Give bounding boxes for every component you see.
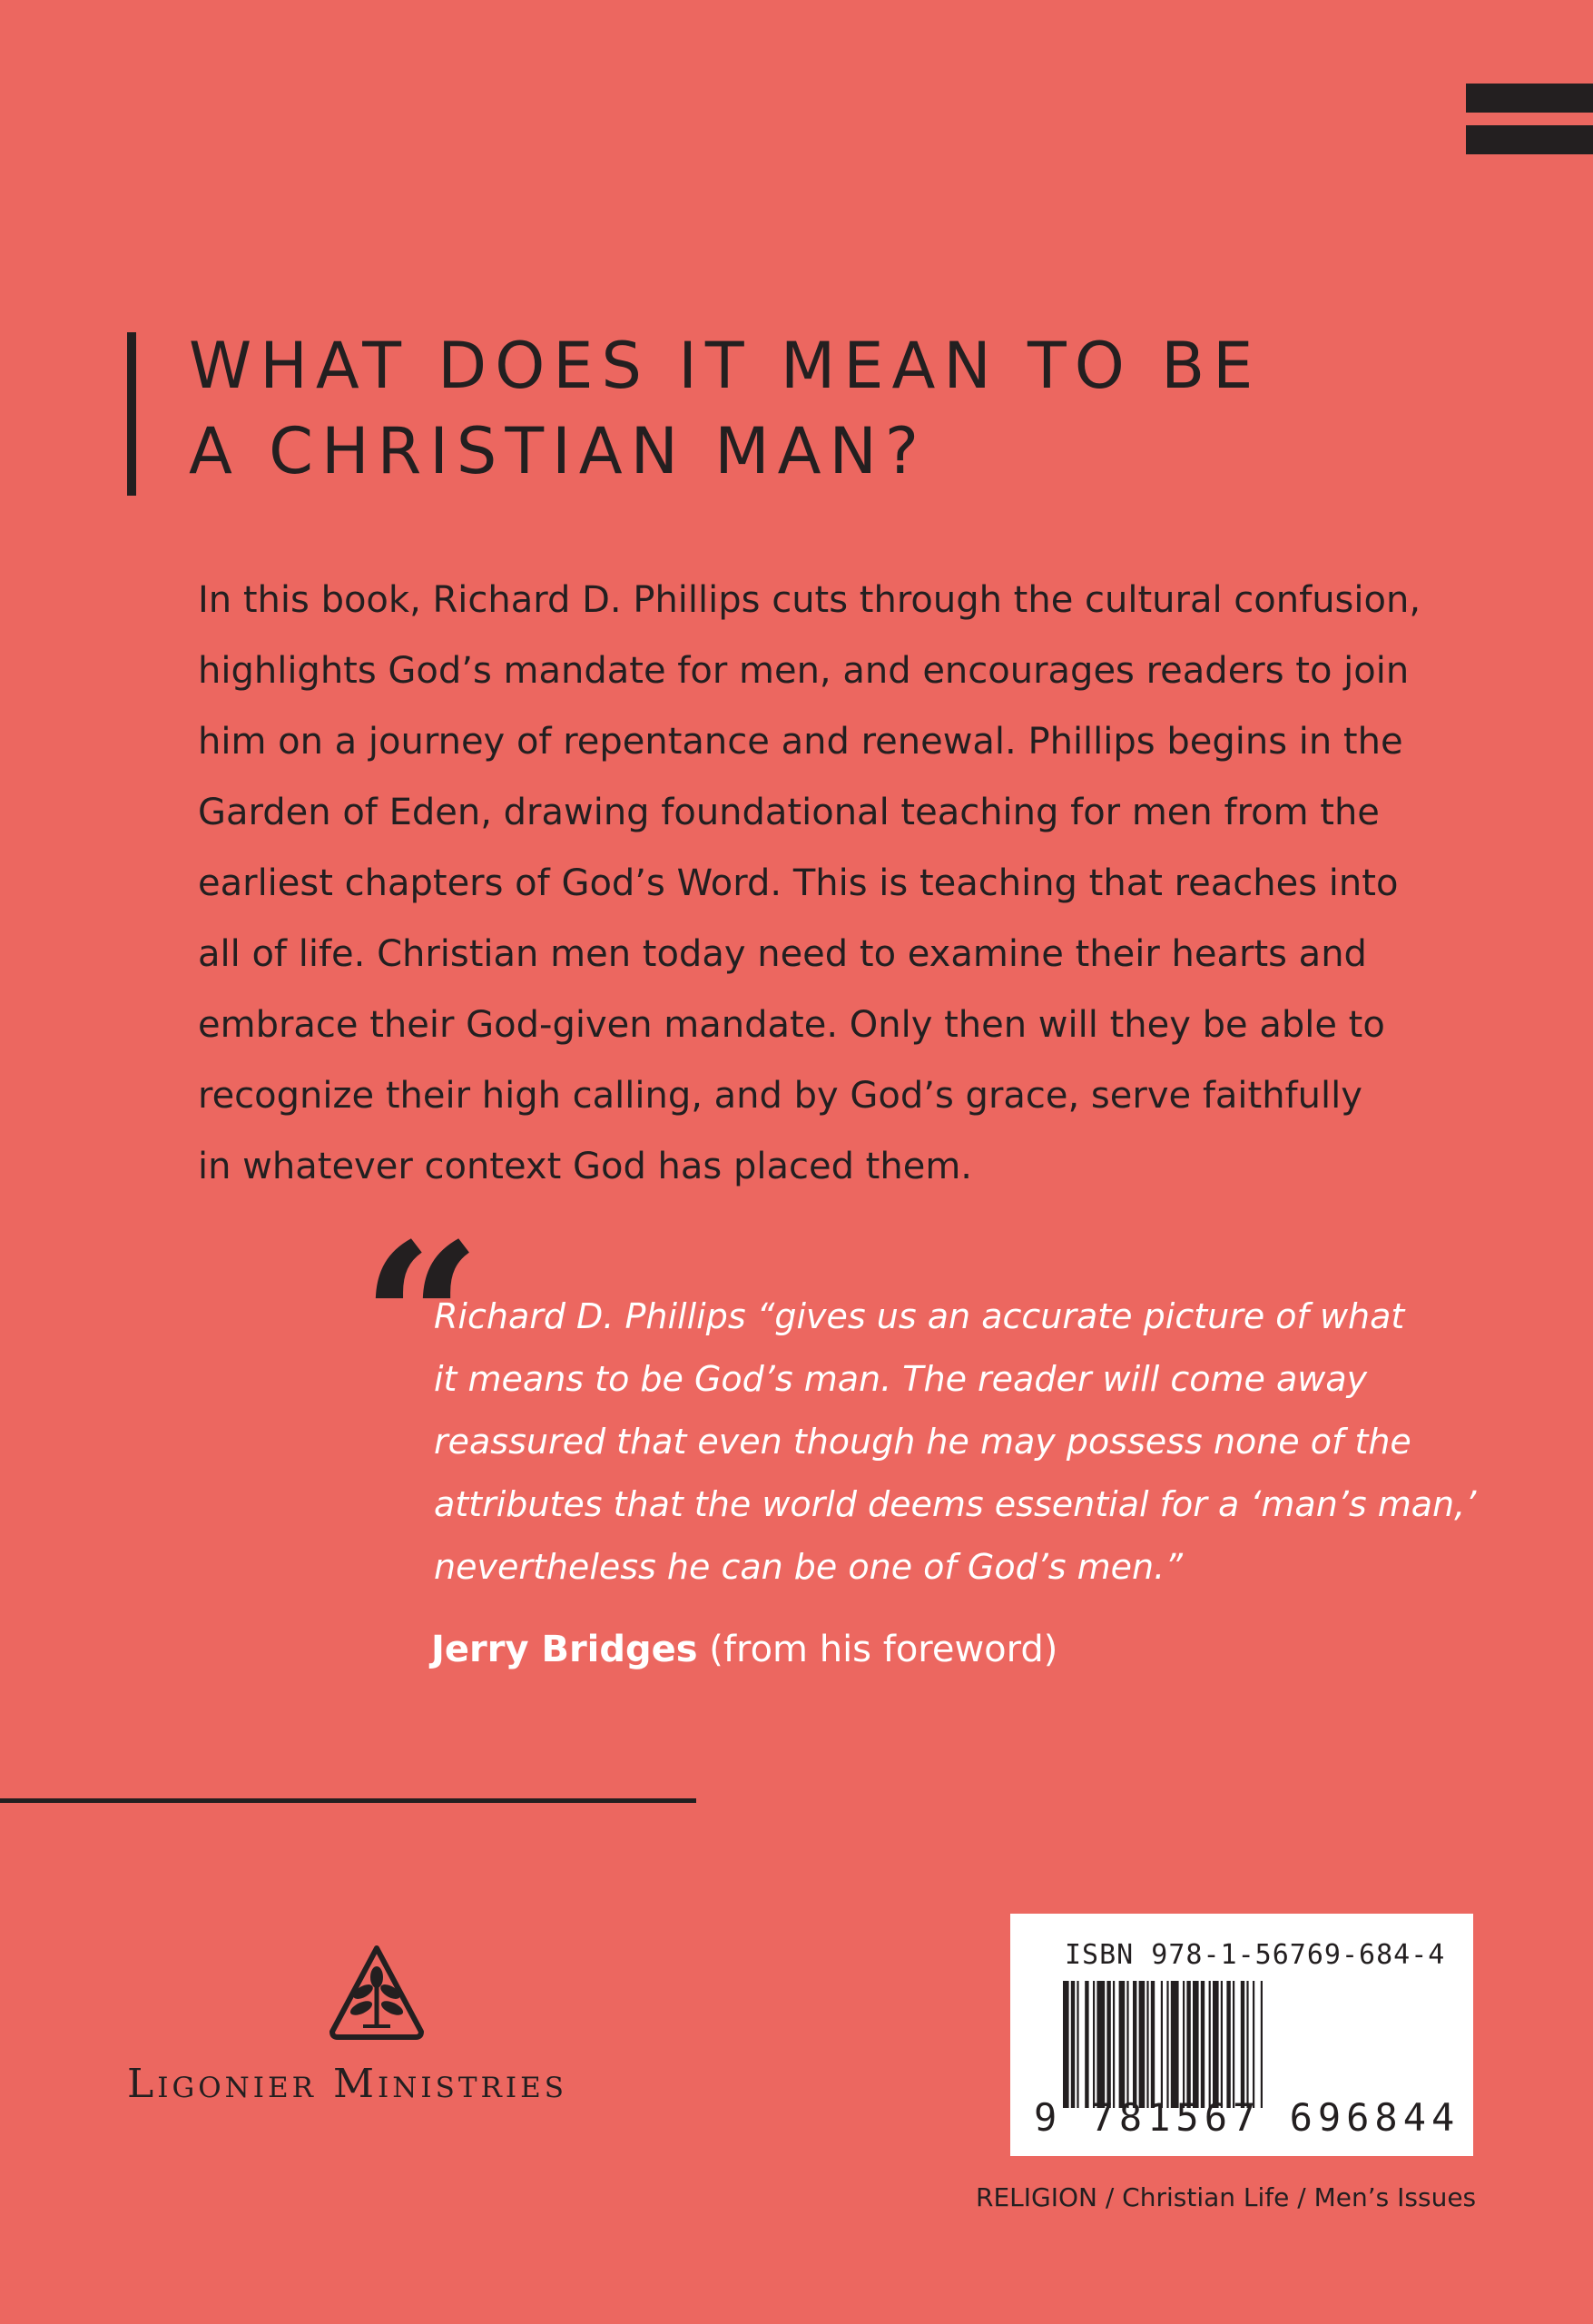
quote-source: (from his foreword): [697, 1629, 1058, 1670]
quote-author: Jerry Bridges: [431, 1629, 698, 1670]
bisac-category: RELIGION / Christian Life / Men’s Issues: [976, 2182, 1477, 2212]
barcode-bar: [1241, 1981, 1244, 2108]
barcode-bar: [1213, 1981, 1219, 2108]
headline-line-1: WHAT DOES IT MEAN TO BE: [189, 329, 1262, 403]
barcode-bar: [1139, 1981, 1146, 2108]
barcode-bar: [1106, 1981, 1110, 2108]
barcode-bar: [1221, 1981, 1223, 2108]
headline: [189, 323, 1369, 494]
description-line: him on a journey of repentance and renewal. Phillips begins in the: [198, 721, 1403, 763]
quote-line: reassured that even though he may possess none of the: [434, 1422, 1411, 1462]
barcode-bar: [1253, 1981, 1254, 2108]
barcode-bar: [1146, 1981, 1148, 2108]
barcode-bar: [1171, 1981, 1179, 2108]
publisher-name: [127, 2061, 635, 2107]
barcode-bar: [1096, 1981, 1105, 2108]
corner-bar-top: [1466, 84, 1593, 113]
headline-accent-rule: [127, 332, 136, 496]
barcode-bar: [1193, 1981, 1199, 2108]
headline-line-2: A CHRISTIAN MAN?: [189, 414, 928, 488]
barcode-bar: [1151, 1981, 1155, 2108]
barcode-bar: [1071, 1981, 1075, 2108]
barcode-bar: [1113, 1981, 1115, 2108]
description-line: in whatever context God has placed them.: [198, 1146, 973, 1187]
barcode-bar: [1233, 1981, 1234, 2108]
barcode-bar: [1077, 1981, 1078, 2108]
barcode-bar: [1161, 1981, 1163, 2108]
barcode-bar: [1119, 1981, 1126, 2108]
quote-line: Richard D. Phillips “gives us an accurate picture of what: [434, 1296, 1405, 1336]
quote-line: it means to be God’s man. The reader will come away: [434, 1359, 1368, 1399]
ligonier-tree-icon: [327, 1943, 427, 2043]
isbn-barcode: [1010, 1914, 1473, 2156]
barcode-bar: [1226, 1981, 1230, 2108]
quote-attribution: [431, 1629, 1057, 1670]
description-line: Garden of Eden, drawing foundational teaching for men from the: [198, 792, 1380, 833]
barcode-bar: [1209, 1981, 1211, 2108]
barcode-bar: [1201, 1981, 1205, 2108]
isbn-digits: 9 781567 696844: [1034, 2095, 1460, 2140]
publisher-logo: [127, 1943, 635, 2107]
barcode-bar: [1133, 1981, 1136, 2108]
endorsement-quote: [434, 1285, 1478, 1599]
barcode-bar: [1186, 1981, 1190, 2108]
barcode-bar: [1126, 1981, 1128, 2108]
quote-mark-icon: “: [361, 1198, 482, 1443]
barcode-bar: [1261, 1981, 1263, 2108]
description-line: In this book, Richard D. Phillips cuts through the cultural confusion,: [198, 579, 1421, 621]
barcode-bar: [1246, 1981, 1248, 2108]
book-description: [198, 565, 1421, 1202]
description-line: embrace their God-given mandate. Only then will they be able to: [198, 1004, 1385, 1046]
corner-bar-bottom: [1466, 125, 1593, 154]
barcode-bar: [1085, 1981, 1088, 2108]
quote-line: nevertheless he can be one of God’s men.”: [434, 1547, 1183, 1587]
barcode-bar: [1093, 1981, 1095, 2108]
isbn-label: ISBN 978-1-56769-684-4: [1065, 1939, 1446, 1971]
barcode-bars: [1063, 1981, 1426, 2108]
section-divider: [0, 1798, 696, 1803]
description-line: earliest chapters of God’s Word. This is teaching that reaches into: [198, 862, 1399, 904]
corner-decoration-bars: [1466, 84, 1593, 167]
description-line: recognize their high calling, and by God’s grace, serve faithfully: [198, 1075, 1362, 1117]
publisher-name-text: Ligonier Ministries: [127, 2061, 568, 2107]
barcode-bar: [1063, 1981, 1069, 2108]
barcode-bar: [1166, 1981, 1168, 2108]
barcode-bar: [1183, 1981, 1185, 2108]
description-line: all of life. Christian men today need to examine their hearts and: [198, 933, 1367, 975]
description-line: highlights God’s mandate for men, and encourages readers to join: [198, 650, 1410, 692]
quote-line: attributes that the world deems essential for a ‘man’s man,’: [434, 1484, 1477, 1524]
